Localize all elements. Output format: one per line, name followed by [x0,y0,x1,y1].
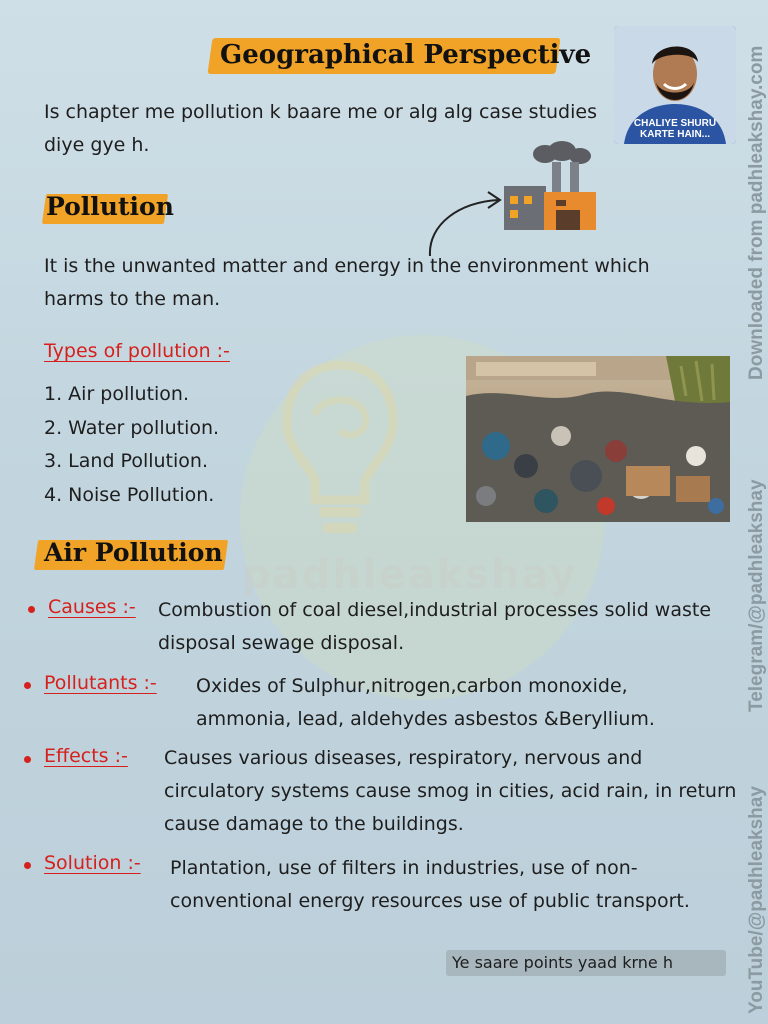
causes-label: Causes :- [48,596,136,618]
factory-icon [500,140,600,230]
list-item: 1. Air pollution. [44,383,190,405]
side-watermark-strip [740,0,768,1024]
air-pollution-heading: Air Pollution [44,538,223,567]
effects-text: Causes various diseases, respiratory, nervous and circulatory systems cause smog in cities, acid rain, in return cause damage to the buildings. [164,747,737,835]
badge-caption-line2: KARTE HAIN... [640,129,710,140]
pollution-types-list [44,378,219,512]
pollution-heading: Pollution [46,192,174,221]
presenter-badge [614,26,736,144]
footer-note: Ye saare points yaad krne h [452,953,673,972]
pollutants-text: Oxides of Sulphur,nitrogen,carbon monoxide, ammonia, lead, aldehydes asbestos &Beryllium. [196,675,655,730]
bullet [28,606,35,613]
page-title: Geographical Perspective [220,40,592,70]
center-watermark-text: padhleakshay [242,552,578,598]
pollutants-label: Pollutants :- [44,672,157,694]
list-item: 4. Noise Pollution. [44,483,215,506]
side-watermark-telegram: Telegram/@padhleakshay [746,479,767,712]
solution-text: Plantation, use of filters in industries, use of non-conventional energy resources use of public transport. [170,857,690,912]
garbage-dump-photo [466,356,730,522]
bullet [24,862,31,869]
causes-text: Combustion of coal diesel,industrial processes solid waste disposal sewage disposal. [158,599,712,654]
types-of-pollution-label: Types of pollution :- [44,340,230,362]
bullet [24,756,31,763]
badge-caption-line1: CHALIYE SHURU [633,118,717,129]
lightbulb-watermark-icon [275,355,405,545]
solution-label: Solution :- [44,852,141,874]
side-watermark-website: Downloaded from padhleakshay.com [746,45,767,380]
bullet [24,682,31,689]
list-item: 2. Water pollution. [44,416,220,439]
badge-caption [622,118,728,140]
list-item: 3. Land Pollution. [44,450,208,472]
effects-label: Effects :- [44,745,128,767]
side-watermark-youtube: YouTube/@padhleakshay [746,786,767,1014]
pollution-definition: It is the unwanted matter and energy in the environment which harms to the man. [44,255,650,310]
intro-text: Is chapter me pollution k baare me or alg alg case studies diye gye h. [44,101,597,156]
curved-arrow-icon [420,180,510,260]
